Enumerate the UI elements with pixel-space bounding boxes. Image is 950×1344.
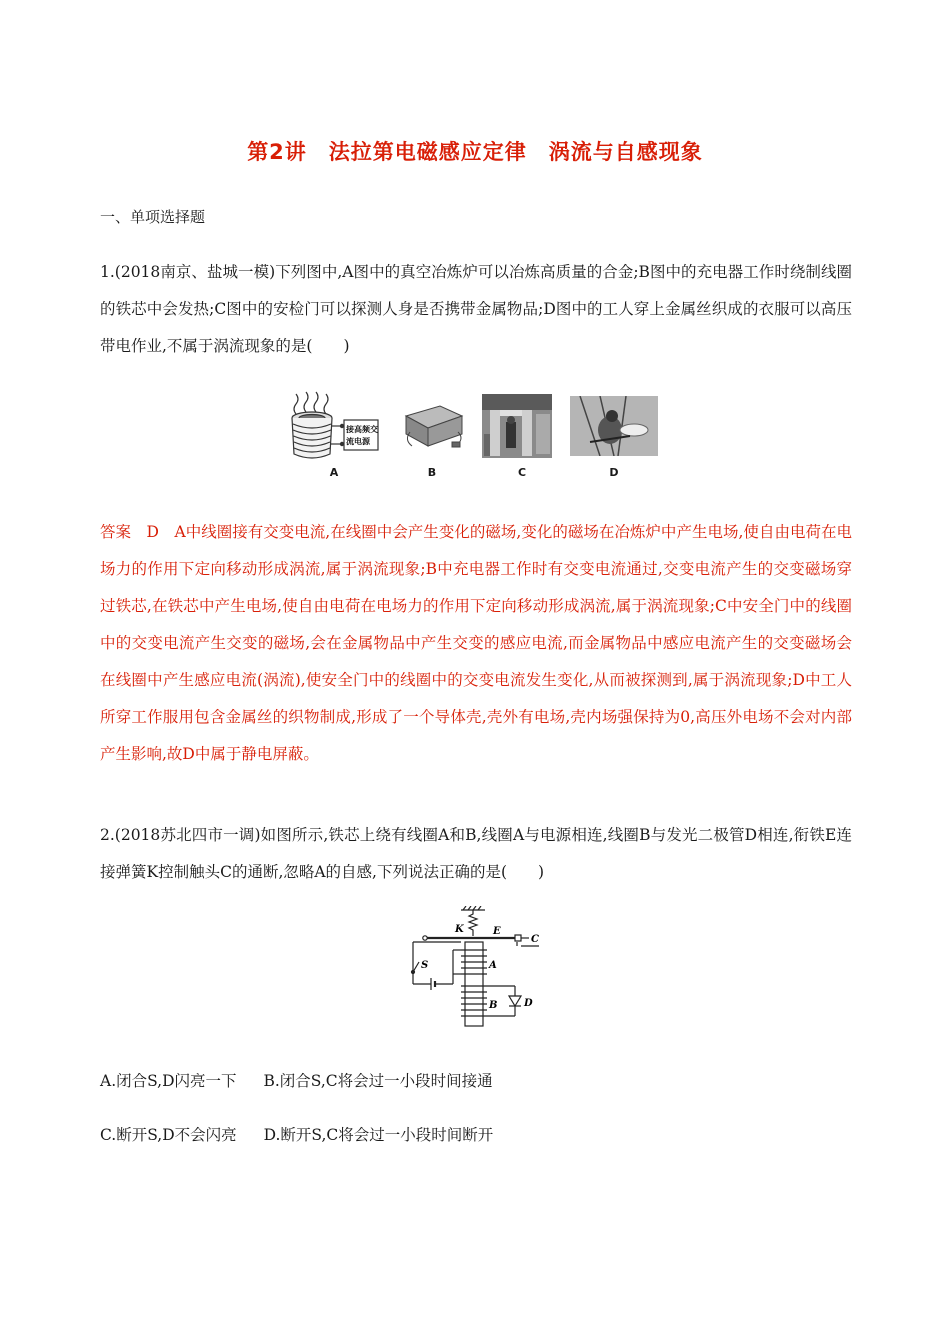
circuit-label-k: K [455,924,464,935]
question-2-text: 2.(2018苏北四市一调)如图所示,铁芯上绕有线圈A和B,线圈A与电源相连,线圈B与发光二极管D相连,衔铁E连接弹簧K控制触头C的通断,忽略A的自感,下列说法正确的是( ) [100,826,852,881]
option-a: A.闭合S,D闪亮一下 [100,1072,237,1090]
circuit-label-e: E [493,926,501,937]
figure-c-security-gate [482,394,552,458]
question-1-text: 1.(2018南京、盐城一模)下列图中,A图中的真空冶炼炉可以冶炼高质量的合金;B图中的充电器工作时绕制线圈的铁芯中会发热;C图中的安检门可以探测人身是否携带金属物品;D图中的工人穿上金属丝织成的衣服可以高压带电作业,不属于涡流现象的是( ) [100,263,852,355]
circuit-label-s: S [421,960,429,971]
figure-label-c: C [517,466,527,479]
options-row-2 [100,1123,515,1145]
answer-1-text: 答案 D A中线圈接有交变电流,在线圈中会产生变化的磁场,变化的磁场在冶炼炉中产生电场,使自由电荷在电场力的作用下定向移动形成涡流,属于涡流现象;B中充电器工作时有交变电流通过,交变电流产生的交变磁场穿过铁芯,在铁芯中产生电场,使自由电荷在电场力的作用下定向移动形成涡流,属于涡流现象;C中安全门中的线圈中的交变电流产生交变的磁场,会在金属物品中产生交变的感应电流,而金属物品中感应电流产生的交变磁场会在线圈中产生感应电流(涡流),使安全门中的线圈中的交变电流发生变化,从而被探测到,属于涡流现象;D中工人所穿工作服用包含金属丝的织物制成,形成了一个导体壳,壳外有电场,壳内场强保持为0,高压外电场不会对内部产生影响,故D中属于静电屏蔽。 [100,523,852,763]
figure-b-charger [400,402,466,454]
circuit-label-c: C [531,934,539,945]
section-heading: 一、单项选择题 [100,208,206,226]
figure-label-a: A [329,466,339,479]
option-b: B.闭合S,C将会过一小段时间接通 [263,1072,493,1090]
figure-a-caption-line2: 流电源 [346,437,370,446]
figure-label-d: D [609,466,619,479]
figure-d-lineman [570,396,658,456]
page-title: 第2讲 法拉第电磁感应定律 涡流与自感现象 [247,140,703,164]
figure-label-b: B [427,466,437,479]
question-1-figures [282,390,662,485]
circuit-label-a: A [489,960,497,971]
circuit-label-d: D [524,998,533,1009]
figure-a-furnace [282,390,382,462]
options-row-1 [100,1069,515,1091]
option-c: C.断开S,D不会闪亮 [100,1126,237,1144]
circuit-label-b: B [489,1000,498,1011]
option-d: D.断开S,C将会过一小段时间断开 [263,1126,494,1144]
figure-a-caption-line1: 接高频交 [346,425,378,434]
circuit-diagram [405,906,545,1036]
